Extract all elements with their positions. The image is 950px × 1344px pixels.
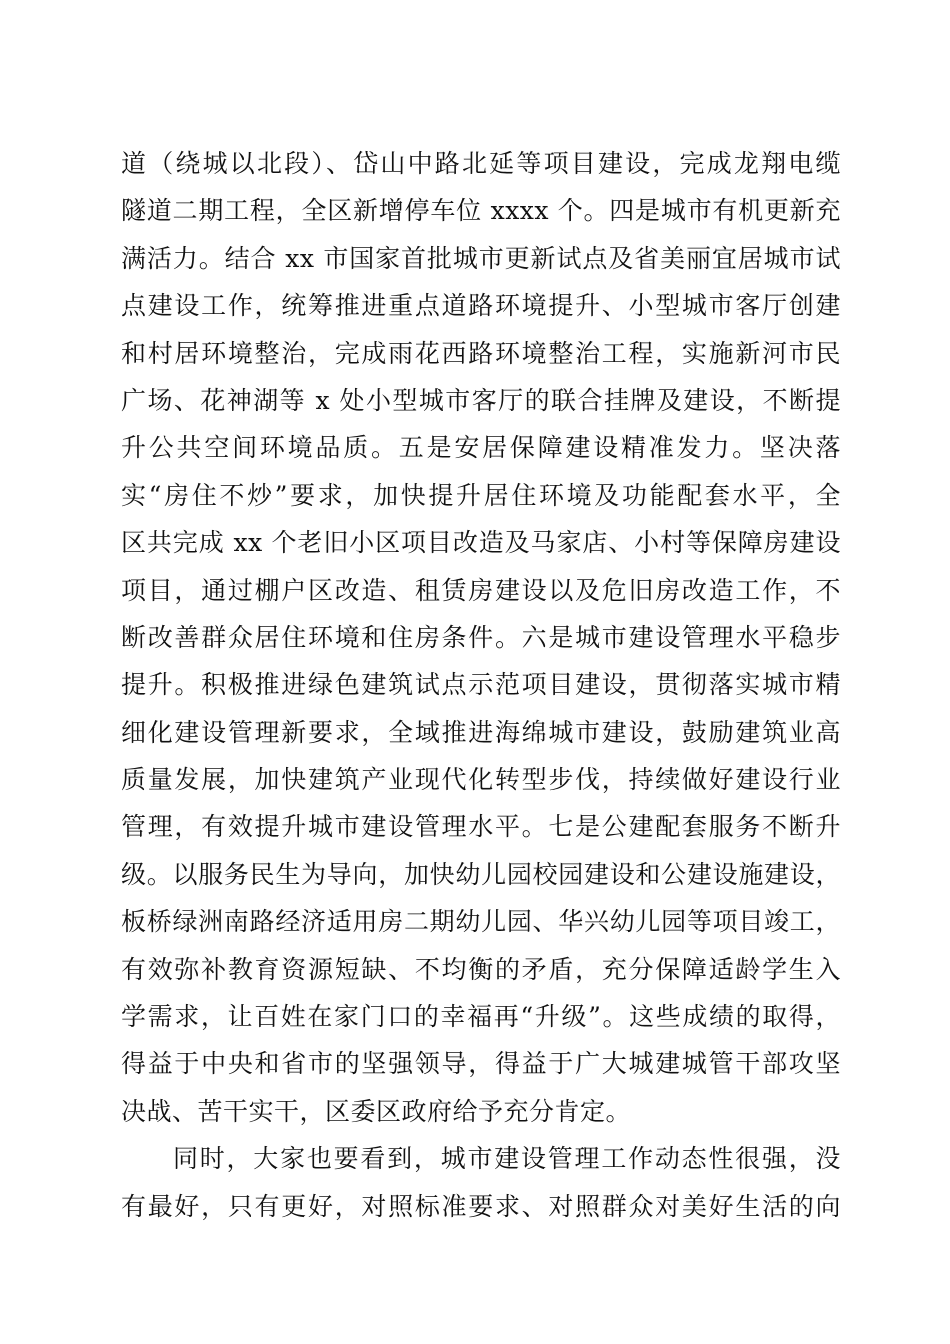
text-line: 管理，有效提升城市建设管理水平。七是公建配套服务不断升 xyxy=(121,812,841,842)
text-line: 道（绕城以北段）、岱山中路北延等项目建设，完成龙翔电缆 xyxy=(121,149,841,178)
text-line: 满活力。结合 xx 市国家首批城市更新试点及省美丽宜居城市试 xyxy=(121,243,841,273)
text-line: 隧道二期工程，全区新增停车位 xxxx 个。四是城市有机更新充 xyxy=(121,196,841,226)
text-line: 断改善群众居住环境和住房条件。六是城市建设管理水平稳步 xyxy=(121,622,841,652)
text-line: 实“房住不炒”要求，加快提升居住环境及功能配套水平，全 xyxy=(121,480,841,510)
text-line: 细化建设管理新要求，全域推进海绵城市建设，鼓励建筑业高 xyxy=(121,717,841,747)
text-line: 级。以服务民生为导向，加快幼儿园校园建设和公建设施建设， xyxy=(121,859,841,889)
text-line: 得益于中央和省市的坚强领导，得益于广大城建城管干部攻坚 xyxy=(121,1049,841,1079)
text-line: 有效弥补教育资源短缺、不均衡的矛盾，充分保障适龄学生入 xyxy=(121,954,841,984)
text-line: 决战、苦干实干，区委区政府给予充分肯定。 xyxy=(121,1096,632,1126)
text-line: 有最好，只有更好，对照标准要求、对照群众对美好生活的向 xyxy=(121,1191,841,1221)
text-line: 点建设工作，统筹推进重点道路环境提升、小型城市客厅创建 xyxy=(121,291,841,321)
paragraph-first-line: 同时，大家也要看到，城市建设管理工作动态性很强，没 xyxy=(173,1144,841,1174)
text-line: 区共完成 xx 个老旧小区项目改造及马家店、小村等保障房建设 xyxy=(121,528,841,558)
text-line: 学需求，让百姓在家门口的幸福再“升级”。这些成绩的取得， xyxy=(121,1002,841,1032)
text-line: 广场、花神湖等 x 处小型城市客厅的联合挂牌及建设，不断提 xyxy=(121,385,841,415)
text-line: 提升。积极推进绿色建筑试点示范项目建设，贯彻落实城市精 xyxy=(121,670,841,700)
text-line: 板桥绿洲南路经济适用房二期幼儿园、华兴幼儿园等项目竣工， xyxy=(121,907,841,937)
text-line: 质量发展，加快建筑产业现代化转型步伐，持续做好建设行业 xyxy=(121,765,841,795)
text-line: 项目，通过棚户区改造、租赁房建设以及危旧房改造工作，不 xyxy=(121,575,841,605)
text-line: 升公共空间环境品质。五是安居保障建设精准发力。坚决落 xyxy=(121,433,841,463)
text-line: 和村居环境整治，完成雨花西路环境整治工程，实施新河市民 xyxy=(121,338,841,368)
body-text xyxy=(121,140,841,1230)
